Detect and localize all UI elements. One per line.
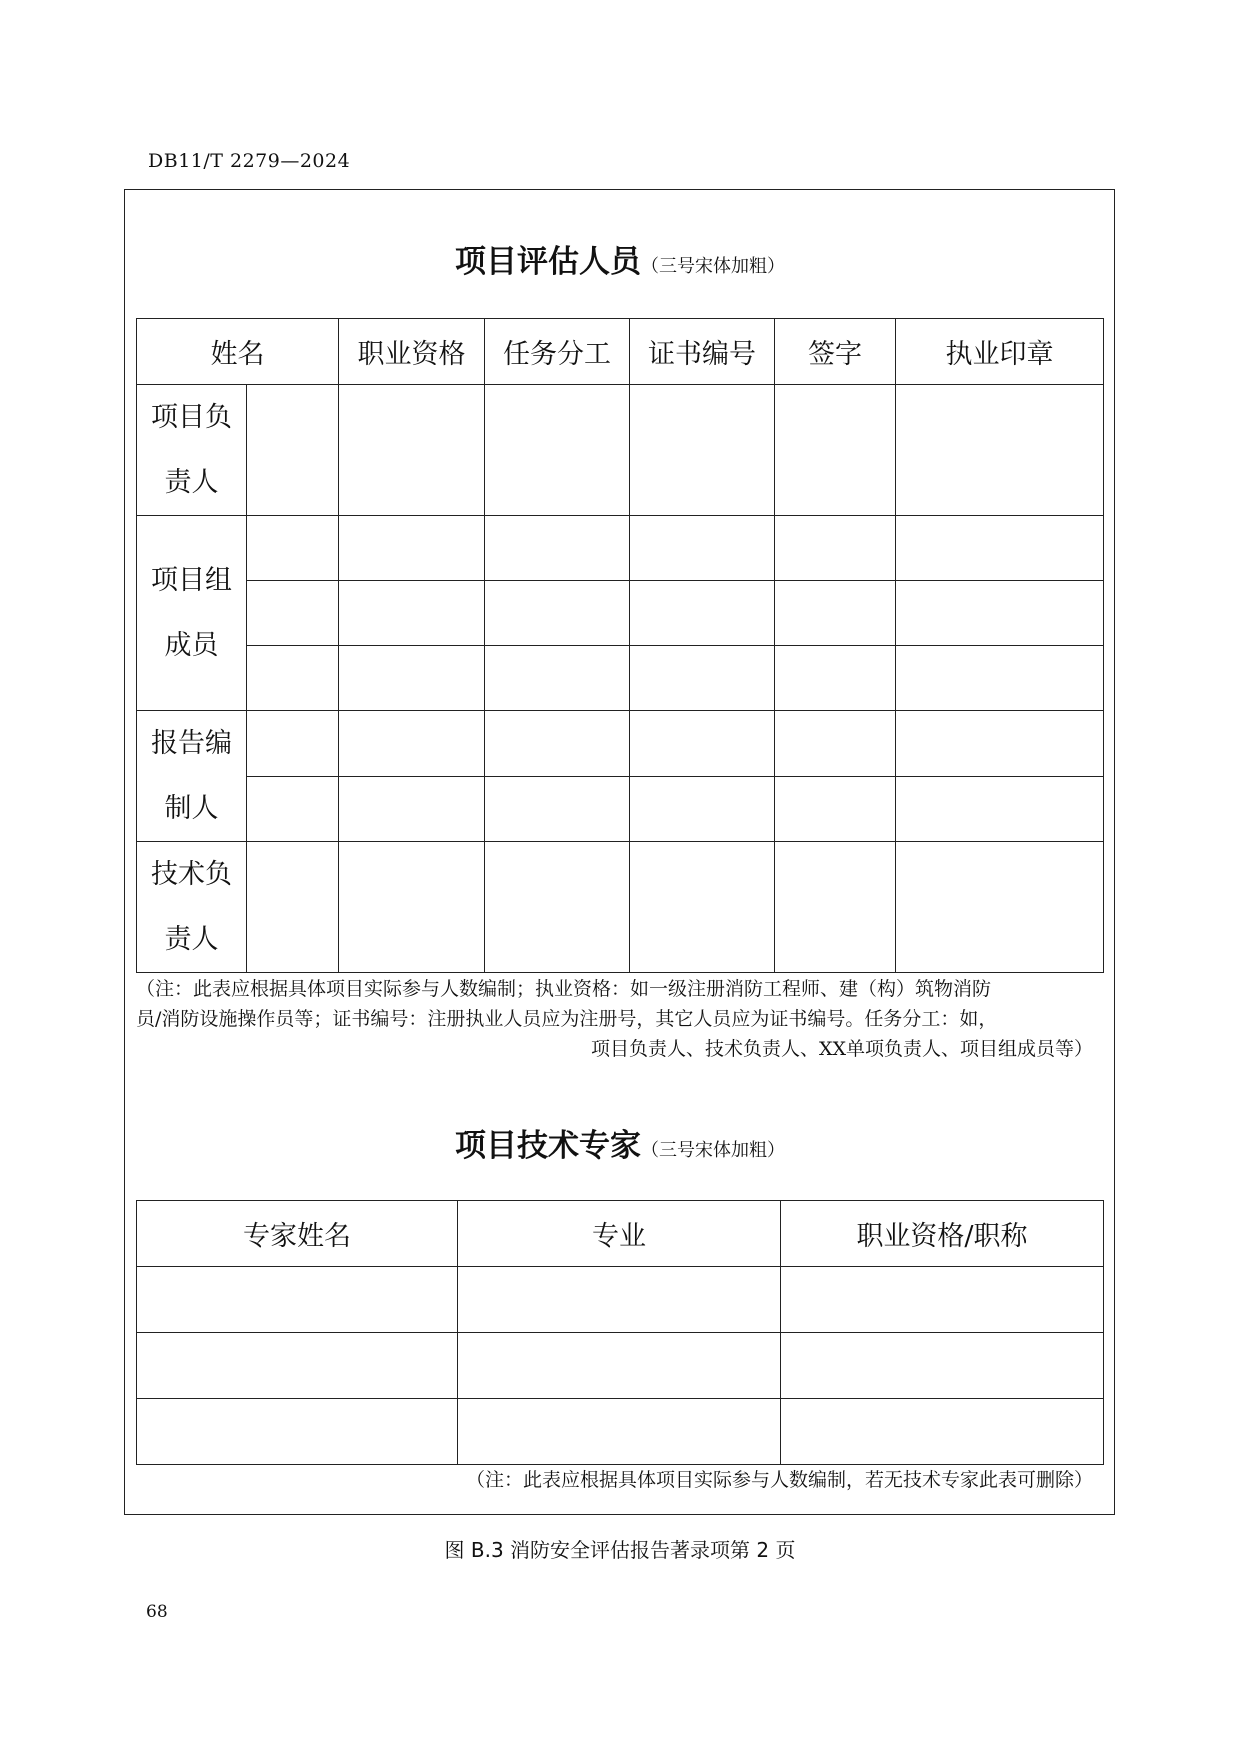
section1-title-hint: （三号宋体加粗） [641,256,785,277]
cell-signature[interactable] [775,646,896,711]
note-line1: （注：此表应根据具体项目实际参与人数编制；执业资格：如一级注册消防工程师、建（构）筑物消防 [136,978,992,1000]
role-project-leader [137,385,247,516]
table-row [137,776,1104,842]
table-row [137,1399,1104,1465]
cell-certificate[interactable] [630,516,775,581]
cell-name[interactable] [247,385,339,516]
cell-name[interactable] [247,581,339,646]
cell-task[interactable] [485,385,630,516]
section1-note [136,974,1103,1064]
cell-specialty[interactable] [458,1399,781,1465]
cell-signature[interactable] [775,385,896,516]
role-label-line1: 项目组 [151,565,232,596]
table-row [137,516,1104,581]
section2-note: （注：此表应根据具体项目实际参与人数编制，若无技术专家此表可删除） [465,1469,1093,1491]
cell-certificate[interactable] [630,776,775,842]
cell-seal[interactable] [896,385,1104,516]
cell-signature[interactable] [775,776,896,842]
cell-certificate[interactable] [630,842,775,973]
col-header-certificate: 证书编号 [630,319,775,385]
figure-caption: 图 B.3 消防安全评估报告著录项第 2 页 [444,1538,796,1562]
table-row [137,842,1104,908]
cell-certificate[interactable] [630,711,775,777]
role-label-line2: 成员 [164,630,219,661]
table-row [137,711,1104,777]
cell-name[interactable] [247,516,339,581]
role-label-line1: 报告编 [151,728,232,759]
note-line3: 项目负责人、技术负责人、XX单项负责人、项目组成员等） [590,1038,1093,1060]
table-row [137,385,1104,451]
table-row [137,1333,1104,1399]
table-row [137,581,1104,646]
role-label-line2: 责人 [164,924,219,955]
standard-code: DB11/T 2279—2024 [148,150,351,172]
col-header-title: 职业资格/职称 [781,1201,1104,1267]
role-label-line1: 技术负 [151,859,232,890]
cell-qualification[interactable] [339,385,485,516]
cell-task[interactable] [485,776,630,842]
role-team-member [137,516,247,711]
col-header-expert-name: 专家姓名 [137,1201,458,1267]
cell-task[interactable] [485,711,630,777]
cell-task[interactable] [485,516,630,581]
technical-experts-table [136,1200,1104,1465]
cell-name[interactable] [247,776,339,842]
cell-task[interactable] [485,646,630,711]
cell-qualification[interactable] [339,646,485,711]
role-report-author [137,711,247,842]
col-header-seal: 执业印章 [896,319,1104,385]
note-line2: 员/消防设施操作员等；证书编号：注册执业人员应为注册号，其它人员应为证书编号。任务分工：如， [136,1008,998,1030]
cell-qualification[interactable] [339,842,485,973]
cell-certificate[interactable] [630,385,775,516]
cell-qualification[interactable] [339,581,485,646]
cell-task[interactable] [485,842,630,973]
cell-name[interactable] [247,646,339,711]
role-label-line1: 项目负 [151,402,232,433]
cell-title[interactable] [781,1399,1104,1465]
cell-signature[interactable] [775,711,896,777]
role-label-line2: 责人 [164,467,219,498]
role-technical-leader [137,842,247,973]
section2-title [0,1120,1240,1165]
col-header-specialty: 专业 [458,1201,781,1267]
cell-name[interactable] [247,711,339,777]
cell-qualification[interactable] [339,711,485,777]
cell-seal[interactable] [896,842,1104,973]
cell-signature[interactable] [775,581,896,646]
cell-seal[interactable] [896,516,1104,581]
cell-expert-name[interactable] [137,1333,458,1399]
cell-seal[interactable] [896,711,1104,777]
cell-certificate[interactable] [630,646,775,711]
cell-title[interactable] [781,1267,1104,1333]
cell-qualification[interactable] [339,516,485,581]
cell-seal[interactable] [896,581,1104,646]
col-header-task: 任务分工 [485,319,630,385]
page-number: 68 [146,1602,168,1622]
col-header-name: 姓名 [137,319,339,385]
table-header-row [137,1201,1104,1267]
table-header-row [137,319,1104,385]
table-row [137,1267,1104,1333]
cell-task[interactable] [485,581,630,646]
section2-title-text: 项目技术专家 [455,1128,641,1164]
cell-specialty[interactable] [458,1267,781,1333]
col-header-signature: 签字 [775,319,896,385]
cell-expert-name[interactable] [137,1267,458,1333]
table-row [137,646,1104,711]
cell-title[interactable] [781,1333,1104,1399]
role-label-line2: 制人 [164,793,219,824]
section1-title [0,236,1240,281]
assessment-personnel-table [136,318,1104,973]
cell-signature[interactable] [775,516,896,581]
cell-qualification[interactable] [339,776,485,842]
cell-name[interactable] [247,842,339,973]
cell-seal[interactable] [896,776,1104,842]
section2-title-hint: （三号宋体加粗） [641,1140,785,1161]
cell-signature[interactable] [775,842,896,973]
cell-specialty[interactable] [458,1333,781,1399]
cell-seal[interactable] [896,646,1104,711]
section1-title-text: 项目评估人员 [455,244,641,280]
cell-certificate[interactable] [630,581,775,646]
col-header-qualification: 职业资格 [339,319,485,385]
cell-expert-name[interactable] [137,1399,458,1465]
